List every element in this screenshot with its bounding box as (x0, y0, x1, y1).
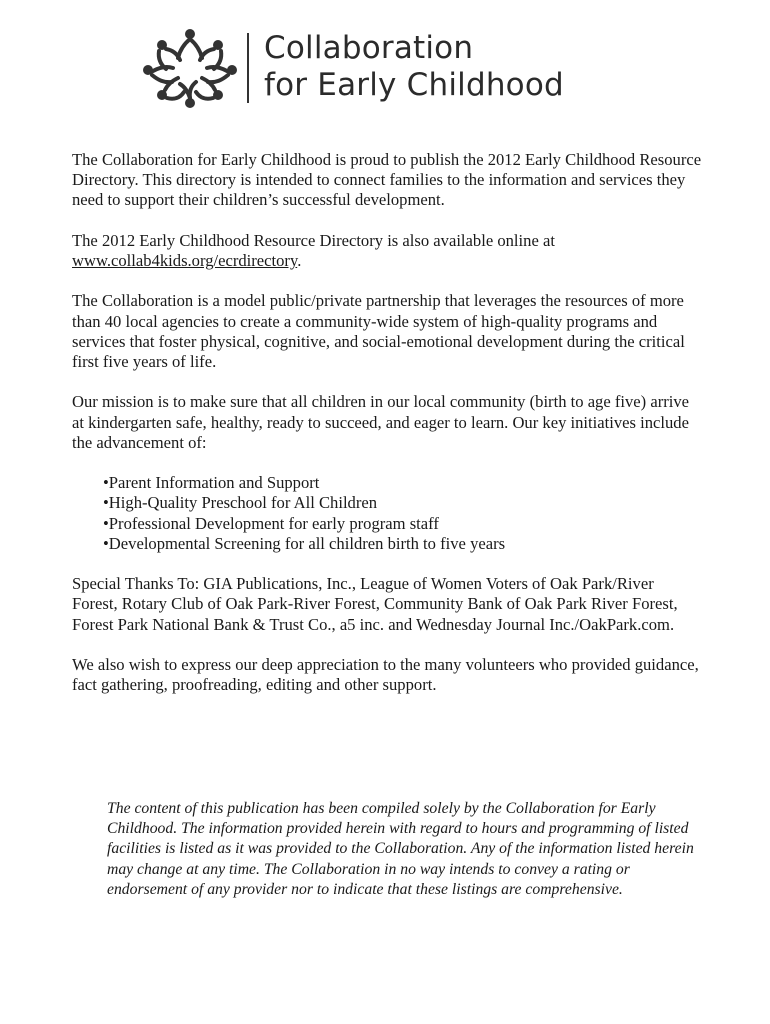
appreciation-paragraph: We also wish to express our deep appreciation to the many volunteers who provided guidance, fact gathering, proofreading, editing and other support. (72, 654, 699, 695)
logo-divider (247, 33, 249, 103)
initiative-item: •Parent Information and Support (103, 473, 320, 493)
body-content (72, 150, 702, 716)
online-prefix: The 2012 Early Childhood Resource Directory is also available online at (72, 230, 555, 250)
mission-paragraph: Our mission is to make sure that all children in our local community (birth to age five) arrive at kindergarten safe, healthy, ready to succeed, and eager to learn. Our key initiatives include the advancement of: (72, 392, 690, 452)
header (140, 28, 640, 108)
initiative-item: •Developmental Screening for all children birth to five years (103, 533, 506, 553)
logo-line-1: Collaboration (264, 30, 474, 66)
special-thanks-paragraph: Special Thanks To: GIA Publications, Inc., League of Women Voters of Oak Park/River Forest, Rotary Club of Oak Park-River Forest, Community Bank of Oak Park River Forest, Forest Park National Bank & Trust Co., a5 inc. and Wednesday Journal Inc./OakPark.com. (72, 574, 678, 634)
partnership-paragraph: The Collaboration is a model public/private partnership that leverages the resources of more than 40 local agencies to create a community-wide system of high-quality programs and services that foster physical, cognitive, and social-emotional development during the critical first five years of life. (72, 291, 685, 371)
initiative-item: •Professional Development for early program staff (103, 513, 439, 533)
intro-paragraph: The Collaboration for Early Childhood is proud to publish the 2012 Early Childhood Resource Directory. This directory is intended to connect families to the information and services they need to support their children’s successful development. (72, 150, 702, 210)
initiative-item: •High-Quality Preschool for All Children (103, 493, 378, 513)
initiatives-list (72, 473, 702, 554)
directory-link[interactable]: www.collab4kids.org/ecrdirectory (72, 251, 298, 270)
disclaimer-paragraph: The content of this publication has been compiled solely by the Collaboration for Early Childhood. The information provided herein with regard to hours and programming of listed facilities is listed as it was provided to the Collaboration. Any of the information listed herein may change at any time. The Collaboration in no way intends to convey a rating or endorsement of any provider nor to indicate that these listings are comprehensive. (107, 800, 694, 898)
logo-line-2: for Early Childhood (264, 67, 564, 103)
people-circle-logo-icon (140, 28, 240, 108)
logo-wordmark (264, 30, 564, 104)
online-suffix: . (297, 251, 302, 270)
online-availability-paragraph (72, 231, 702, 271)
